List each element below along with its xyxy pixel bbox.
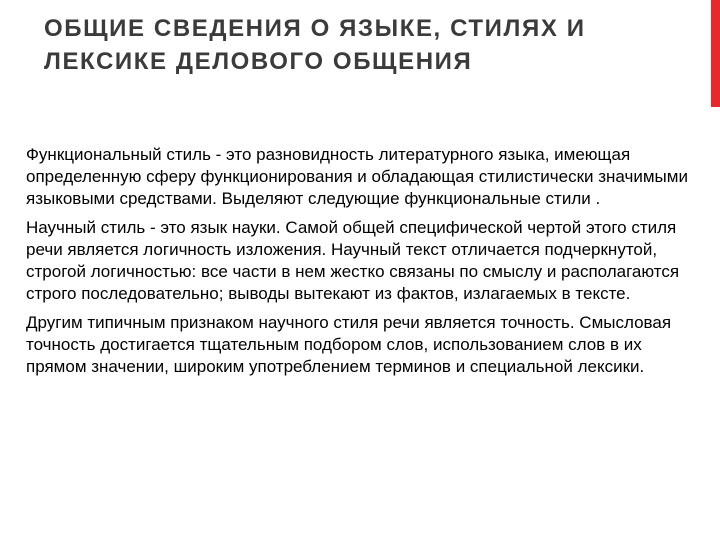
slide-title: ОБЩИЕ СВЕДЕНИЯ О ЯЗЫКЕ, СТИЛЯХ И ЛЕКСИКЕ ДЕЛОВОГО ОБЩЕНИЯ [44,15,586,75]
paragraph-precision: Другим типичным признаком научного стиля речи является точность. Смысловая точность достигается тщательным подбором слов, использованием слов в их прямом значении, широким употреблением терминов и специальной лексики. [26,313,672,376]
paragraph-functional-style: Функциональный стиль - это разновидность литературного языка, имеющая определенную сферу функционирования и обладающая стилистически значимыми языковыми средствами. Выделяют следующие функциональные стили . [26,145,688,208]
paragraph-scientific-style: Научный стиль - это язык науки. Самой общей специфической чертой этого стиля речи является логичность изложения. Научный текст отличается подчеркнутой, строгой логичностью: все части в нем жестко связаны по смыслу и располагаются строго последовательно; выводы вытекают из фактов, излагаемых в тексте. [26,218,680,303]
accent-bar [711,0,720,107]
slide-body [26,144,696,385]
